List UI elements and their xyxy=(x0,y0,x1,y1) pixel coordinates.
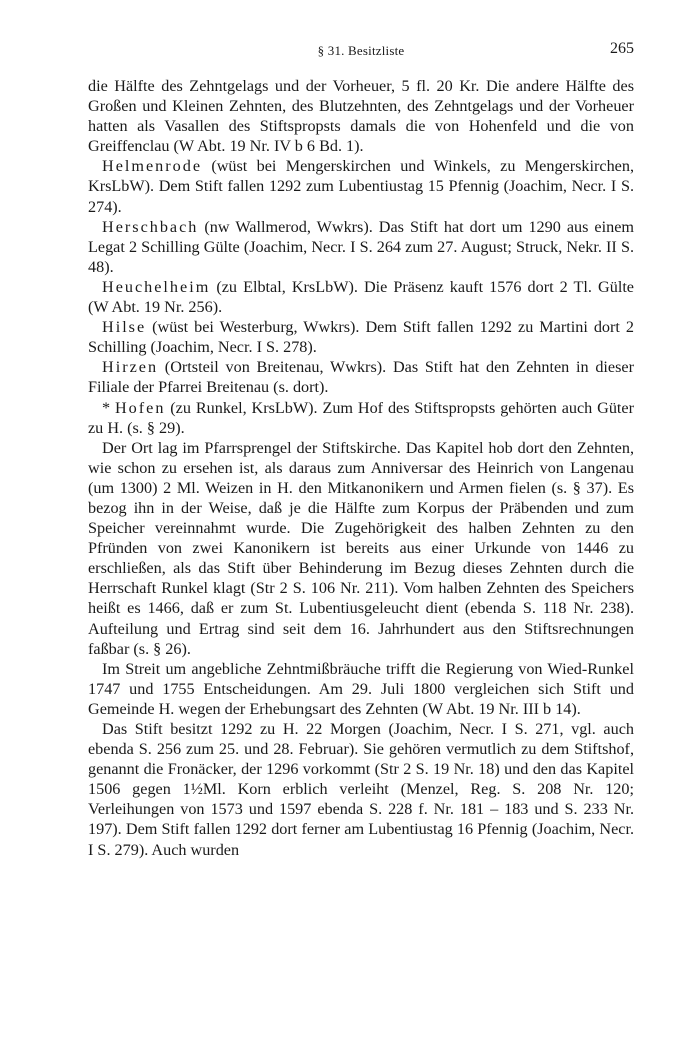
entry-herschbach: Herschbach (nw Wallmerod, Wwkrs). Das Stift hat dort um 1290 aus einem Legat 2 Schilling Gülte (Joachim, Necr. I S. 264 zum 27. August; Struck, Nekr. II S. 48). xyxy=(88,217,634,276)
entry-heuchelheim: Heuchelheim (zu Elbtal, KrsLbW). Die Präsenz kauft 1576 dort 2 Tl. Gülte (W Abt. 19 Nr. 256). xyxy=(88,277,634,317)
place-name: Hirzen xyxy=(102,358,159,377)
place-name: Herschbach xyxy=(102,217,199,236)
place-name: Heuchelheim xyxy=(102,277,211,296)
entry-hofen: * Hofen (zu Runkel, KrsLbW). Zum Hof des Stiftspropsts gehörten auch Güter zu H. (s. § 29). xyxy=(88,398,634,437)
body-text xyxy=(88,76,634,860)
entry-hilse: Hilse (wüst bei Westerburg, Wwkrs). Dem Stift fallen 1292 zu Martini dort 2 Schilling (Joachim, Necr. I S. 278). xyxy=(88,318,634,357)
asterisk-marker: * xyxy=(102,398,115,417)
page-header xyxy=(88,42,634,64)
paragraph-hofen-dispute: Im Streit um angebliche Zehntmißbräuche trifft die Regierung von Wied-Runkel 1747 und 1755 Entscheidungen. Am 29. Juli 1800 vergleichen sich Stift und Gemeinde H. wegen der Erhebungsart des Zehnten (W Abt. 19 Nr. III b 14). xyxy=(88,659,634,718)
paragraph-hofen-parish: Der Ort lag im Pfarrsprengel der Stiftskirche. Das Kapitel hob dort den Zehnten, wie schon zu ersehen ist, als daraus zum Anniversar des Heinrich von Langenau (um 1300) 2 Ml. Weizen in H. den Mitkanonikern und Armen fielen (s. § 37). Es bezog ihn in der Weise, daß je die Hälfte zum Korpus der Präbenden und zum Speicher vereinnahmt wurde. Die Zugehörigkeit des halben Zehnten zu den Pfründen von zwei Kanonikern ist bereits aus einer Urkunde von 1446 zu erschließen, als das Stift über Behinderung im Bezug dieses Zehnten durch die Herrschaft Runkel klagt (Str 2 S. 106 Nr. 211). Vom halben Zehnten des Speichers heißt es 1466, daß er zum St. Lubentiusgeleucht dient (ebenda S. 118 Nr. 238). Aufteilung und Ertrag sind seit dem 16. Jahrhundert aus den Stiftsrechnungen faßbar (s. § 26). xyxy=(88,438,634,658)
entry-hirzen: Hirzen (Ortsteil von Breitenau, Wwkrs). Das Stift hat den Zehnten in dieser Filiale der Pfarrei Breitenau (s. dort). xyxy=(88,358,634,397)
page-number: 265 xyxy=(610,40,634,57)
place-name: Hilse xyxy=(102,318,147,337)
running-head: § 31. Besitzliste xyxy=(317,43,405,58)
entry-helmenrode: Helmenrode (wüst bei Mengerskirchen und Winkels, zu Mengerskirchen, KrsLbW). Dem Stift fallen 1292 zum Lubentiustag 15 Pfennig (Joachim, Necr. I S. 274). xyxy=(88,157,634,216)
paragraph-hofen-property: Das Stift besitzt 1292 zu H. 22 Morgen (Joachim, Necr. I S. 271, vgl. auch ebenda S. 256 zum 25. und 28. Februar). Sie gehören vermutlich zu dem Stiftshof, genannt die Fronäcker, der 1296 vorkommt (Str 2 S. 19 Nr. 18) und den das Kapitel 1506 gegen 1½Ml. Korn erblich verleiht (Menzel, Reg. S. 208 Nr. 120; Verleihungen von 1573 und 1597 ebenda S. 228 f. Nr. 181 – 183 und S. 233 Nr. 197). Dem Stift fallen 1292 dort ferner am Lubentiustag 16 Pfennig (Joachim, Necr. I S. 279). Auch wurden xyxy=(88,720,634,859)
place-name: Hofen xyxy=(114,398,166,417)
place-name: Helmenrode xyxy=(102,157,203,176)
paragraph-continuation: die Hälfte des Zehntgelags und der Vorheuer, 5 fl. 20 Kr. Die andere Hälfte des Großen und Kleinen Zehnten, des Blutzehnten, des Zehntgelags und der Vorheuer hatten als Vasallen des Stiftspropsts damals die von Hohenfeld und die von Greiffenclau (W Abt. 19 Nr. IV b 6 Bd. 1). xyxy=(88,77,634,156)
